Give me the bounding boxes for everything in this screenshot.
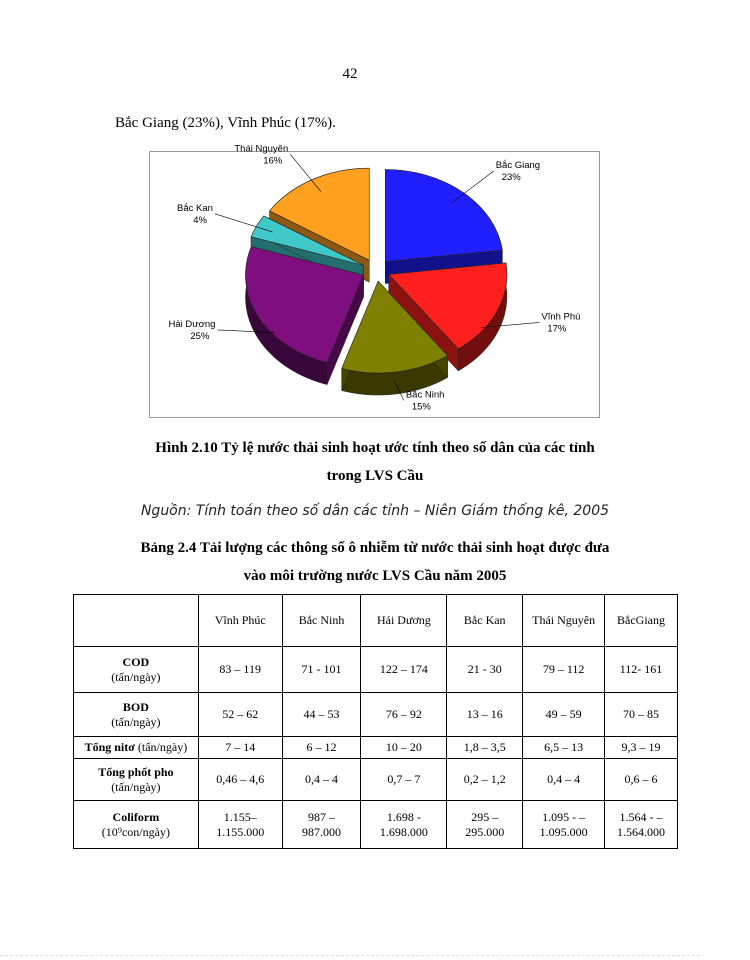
cell-line: 1.155.000 (216, 824, 265, 839)
row-label: Coliform (112, 809, 160, 824)
cell-line: 987.000 (302, 824, 342, 839)
leader-line (452, 171, 494, 203)
cell-line: 1.095 - – (542, 809, 586, 824)
table-cell: 44 – 53 (282, 693, 361, 737)
row-unit: (tấn/ngày) (111, 669, 161, 684)
pie-slice-top (385, 170, 502, 262)
table-cell: 0,2 – 1,2 (447, 759, 523, 801)
slice-percent-label: 16% (263, 155, 283, 167)
table-cell: 0,4 – 4 (523, 759, 605, 801)
slice-percent-label: 25% (190, 330, 210, 342)
table-row (74, 647, 678, 693)
table-cell: 7 – 14 (198, 737, 282, 759)
slice-percent-label: 23% (501, 171, 521, 183)
table-header-row (74, 595, 678, 647)
row-unit: (10⁹con/ngày) (101, 824, 170, 839)
slice-category-label: Bắc Giang (495, 159, 541, 171)
page-number: 42 (342, 66, 358, 82)
table-cell: 70 – 85 (605, 693, 678, 737)
table-row (74, 737, 678, 759)
cell-line: 295 – (471, 809, 499, 824)
slice-percent-label: 17% (547, 323, 567, 335)
cell-line: 1.564.000 (617, 824, 666, 839)
cell-line: 1.698.000 (379, 824, 428, 839)
table-row (74, 801, 678, 849)
table-row (74, 693, 678, 737)
cell-line: 1.564 - – (619, 809, 663, 824)
table-header-cell: Vĩnh Phúc (198, 595, 282, 647)
cell-line: 295.000 (465, 824, 505, 839)
pie-chart (150, 143, 601, 419)
table-header-cell: Bắc Kan (447, 595, 523, 647)
row-label-cell (74, 737, 199, 759)
table-cell: 6 – 12 (282, 737, 361, 759)
figure-caption-line2: trong LVS Cầu (326, 468, 424, 484)
cell-line: 1.095.000 (539, 824, 588, 839)
row-label: Tổng nitơ (84, 740, 135, 754)
table-header-cell: Thái Nguyên (523, 595, 605, 647)
row-label: COD (122, 654, 150, 669)
slice-percent-label: 15% (411, 401, 431, 413)
row-unit: (tấn/ngày) (111, 714, 161, 729)
table-header-cell: Hải Dương (361, 595, 447, 647)
page-bottom-divider (0, 955, 700, 956)
table-cell: 112- 161 (605, 647, 678, 693)
table-cell: 10 – 20 (361, 737, 447, 759)
row-label-cell (74, 759, 199, 801)
slice-category-label: Vĩnh Phú (541, 311, 581, 323)
table-cell (605, 801, 678, 849)
cell-line: 987 – (308, 809, 336, 824)
slice-category-label: Hải Dương (168, 318, 216, 330)
table-cell: 1,8 – 3,5 (447, 737, 523, 759)
table-cell: 52 – 62 (198, 693, 282, 737)
table-cell (282, 801, 361, 849)
table-header-cell: Bắc Ninh (282, 595, 361, 647)
table-cell (361, 801, 447, 849)
table-cell: 0,46 – 4,6 (198, 759, 282, 801)
table-cell (447, 801, 523, 849)
table-cell: 9,3 – 19 (605, 737, 678, 759)
table-cell (523, 801, 605, 849)
source-note: Nguồn: Tính toán theo số dân các tỉnh – Niên Giám thống kê, 2005 (140, 503, 610, 519)
table-cell: 79 – 112 (523, 647, 605, 693)
table-header-cell (74, 595, 199, 647)
table-row (74, 759, 678, 801)
table-cell: 49 – 59 (523, 693, 605, 737)
table-caption-line2: vào môi trường nước LVS Cầu năm 2005 (243, 568, 507, 584)
row-unit: (tấn/ngày) (111, 779, 161, 794)
row-label-cell (74, 801, 199, 849)
table-caption-line1: Bảng 2.4 Tải lượng các thông số ô nhiễm từ nước thải sinh hoạt được đưa (140, 540, 610, 556)
table-cell: 0,7 – 7 (361, 759, 447, 801)
table-cell: 83 – 119 (198, 647, 282, 693)
table-cell: 13 – 16 (447, 693, 523, 737)
table-cell: 122 – 174 (361, 647, 447, 693)
row-label: BOD (122, 699, 149, 714)
row-unit: (tấn/ngày) (137, 740, 188, 754)
pollution-table (73, 594, 678, 849)
table-cell (198, 801, 282, 849)
table-cell: 6,5 – 13 (523, 737, 605, 759)
pie-chart-frame (149, 143, 600, 418)
row-label-cell (74, 647, 199, 693)
cell-line: 1.155– (223, 809, 257, 824)
table-header-cell: BắcGiang (605, 595, 678, 647)
slice-category-label: Bắc Ninh (405, 389, 445, 401)
table-cell: 76 – 92 (361, 693, 447, 737)
figure-caption-line1: Hình 2.10 Tỷ lệ nước thải sinh hoạt ước tính theo số dân của các tỉnh (155, 440, 595, 456)
row-label-cell (74, 693, 199, 737)
table-cell: 0,6 – 6 (605, 759, 678, 801)
slice-category-label: Thái Nguyên (234, 143, 289, 155)
slice-category-label: Bắc Kan (177, 202, 213, 214)
table-cell: 0,4 – 4 (282, 759, 361, 801)
slice-percent-label: 4% (193, 214, 207, 226)
row-label: Tổng phốt pho (98, 764, 174, 779)
table-cell: 71 - 101 (282, 647, 361, 693)
cell-line: 1.698 - (386, 809, 421, 824)
intro-text: Bắc Giang (23%), Vĩnh Phúc (17%). (115, 115, 336, 131)
table-cell: 21 - 30 (447, 647, 523, 693)
